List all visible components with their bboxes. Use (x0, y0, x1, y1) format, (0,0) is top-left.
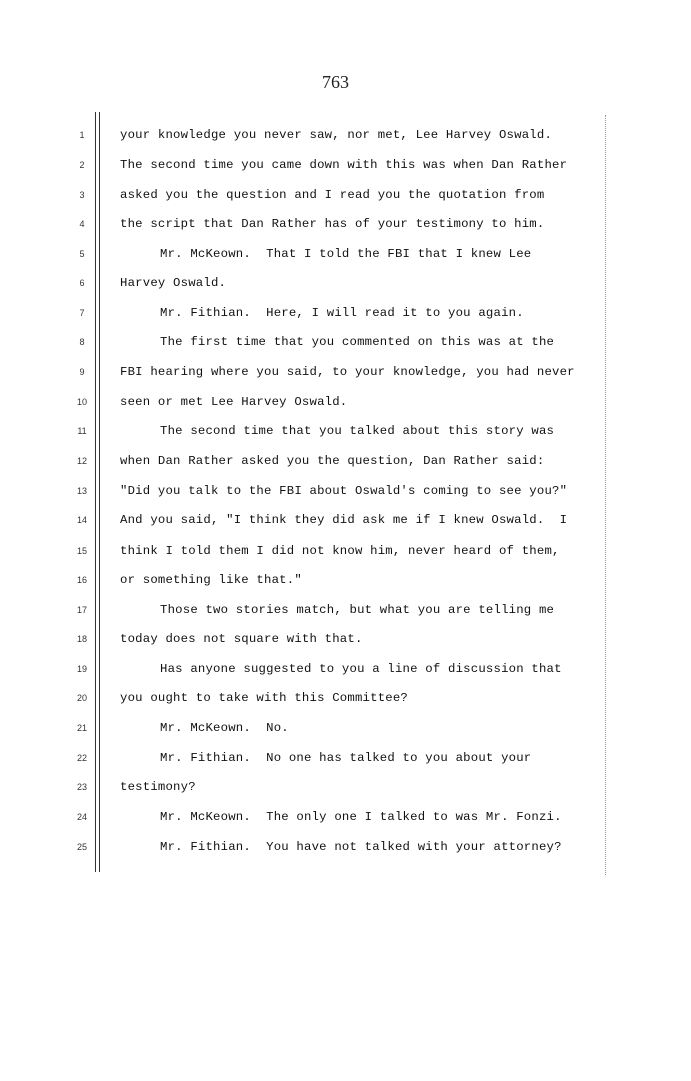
transcript-line: And you said, "I think they did ask me if I knew Oswald. I (120, 513, 568, 527)
transcript-line: today does not square with that. (120, 632, 363, 646)
line-number: 7 (79, 308, 85, 318)
line-number: 3 (79, 190, 85, 200)
transcript-line: Mr. Fithian. Here, I will read it to you again. (160, 306, 524, 320)
left-margin-rule (95, 112, 96, 872)
line-number: 11 (77, 426, 87, 436)
line-number: 17 (76, 605, 87, 615)
transcript-line: seen or met Lee Harvey Oswald. (120, 395, 348, 409)
transcript-line: Mr. McKeown. The only one I talked to was Mr. Fonzi. (160, 810, 562, 824)
left-margin-rule-inner (99, 112, 100, 872)
line-number: 13 (76, 486, 87, 496)
transcript-line: Mr. McKeown. That I told the FBI that I knew Lee (160, 247, 532, 261)
transcript-line: the script that Dan Rather has of your testimony to him. (120, 217, 545, 231)
line-number: 2 (79, 160, 85, 170)
transcript-line: Has anyone suggested to you a line of discussion that (160, 662, 562, 676)
transcript-line: The second time that you talked about this story was (160, 424, 555, 438)
line-number: 16 (76, 575, 87, 585)
transcript-line: The second time you came down with this was when Dan Rather (120, 158, 568, 172)
transcript-line: think I told them I did not know him, never heard of them, (120, 544, 560, 558)
transcript-line: Harvey Oswald. (120, 276, 227, 290)
transcript-line: Mr. McKeown. No. (160, 721, 289, 735)
line-number: 23 (76, 782, 87, 792)
transcript-line: Those two stories match, but what you are telling me (160, 603, 555, 617)
transcript-line: "Did you talk to the FBI about Oswald's coming to see you?" (120, 484, 568, 498)
line-number: 12 (76, 456, 87, 466)
line-number: 22 (76, 753, 87, 763)
line-number: 18 (76, 634, 87, 644)
transcript-line: Mr. Fithian. No one has talked to you about your (160, 751, 532, 765)
transcript-line: Mr. Fithian. You have not talked with your attorney? (160, 840, 562, 854)
transcript-line: your knowledge you never saw, nor met, Lee Harvey Oswald. (120, 128, 553, 142)
line-number: 9 (79, 367, 85, 377)
line-number: 21 (76, 723, 87, 733)
line-number: 4 (79, 219, 85, 229)
line-number: 8 (79, 337, 85, 347)
transcript-line: or something like that." (120, 573, 302, 587)
line-number: 25 (76, 842, 87, 852)
transcript-line: when Dan Rather asked you the question, Dan Rather said: (120, 454, 545, 468)
right-margin-rule (605, 115, 606, 875)
line-number: 1 (79, 130, 85, 140)
transcript-line: The first time that you commented on this was at the (160, 335, 555, 349)
line-number: 24 (76, 812, 87, 822)
transcript-line: asked you the question and I read you the quotation from (120, 188, 545, 202)
page-number: 763 (322, 72, 349, 92)
line-number: 15 (76, 546, 87, 556)
line-number: 14 (76, 515, 87, 525)
line-number: 6 (79, 278, 85, 288)
transcript-line: FBI hearing where you said, to your knowledge, you had never (120, 365, 575, 379)
line-number: 5 (79, 249, 85, 259)
line-number: 10 (76, 397, 87, 407)
transcript-line: testimony? (120, 780, 196, 794)
line-number: 19 (76, 664, 87, 674)
line-number: 20 (76, 693, 87, 703)
transcript-line: you ought to take with this Committee? (120, 691, 409, 705)
